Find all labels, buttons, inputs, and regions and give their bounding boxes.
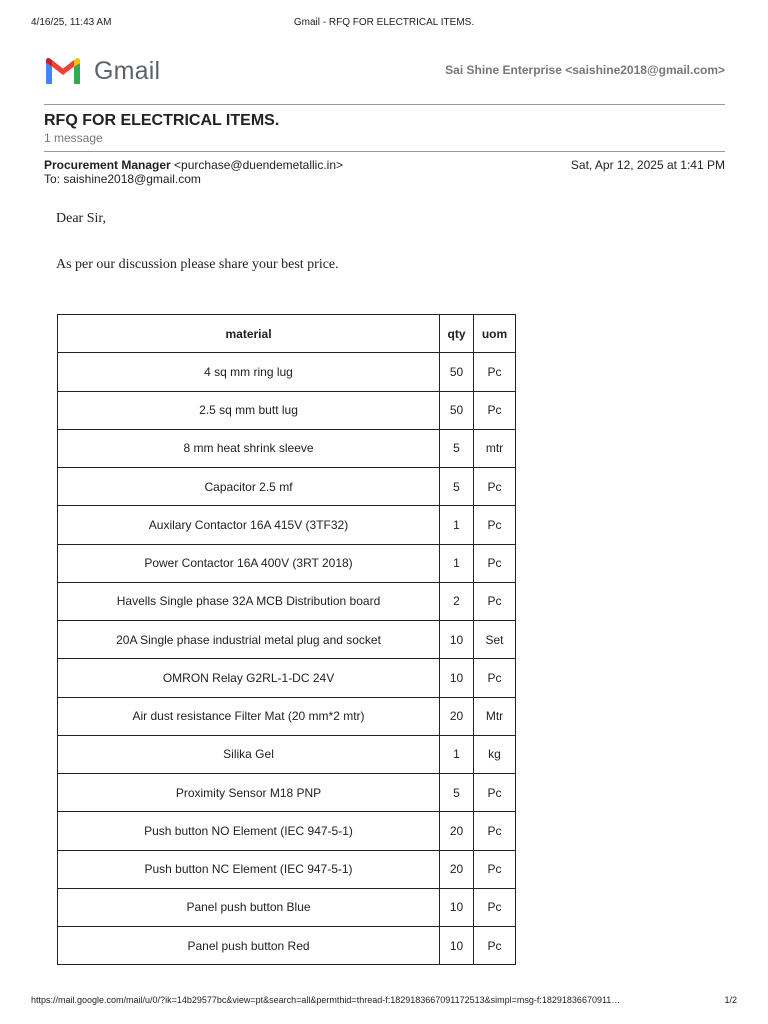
cell-material: Push button NO Element (IEC 947-5-1): [58, 812, 440, 850]
gmail-wordmark: Gmail: [94, 56, 161, 85]
table-row: [58, 774, 516, 812]
table-row: [58, 582, 516, 620]
cell-uom: Pc: [474, 582, 516, 620]
print-footer: [0, 995, 768, 1009]
print-title: Gmail - RFQ FOR ELECTRICAL ITEMS.: [293, 17, 475, 28]
cell-material: Panel push button Red: [58, 927, 440, 965]
message-date: Sat, Apr 12, 2025 at 1:41 PM: [570, 158, 725, 172]
table-header-row: [58, 315, 516, 353]
cell-material: Push button NC Element (IEC 947-5-1): [58, 850, 440, 888]
table-row: [58, 544, 516, 582]
cell-uom: Pc: [474, 468, 516, 506]
cell-uom: Pc: [474, 391, 516, 429]
cell-qty: 10: [440, 621, 474, 659]
gmail-m-icon: [44, 57, 82, 85]
table-row: [58, 621, 516, 659]
cell-material: Panel push button Blue: [58, 888, 440, 926]
cell-material: 8 mm heat shrink sleeve: [58, 429, 440, 467]
cell-qty: 5: [440, 468, 474, 506]
cell-uom: Pc: [474, 774, 516, 812]
print-header: [0, 17, 768, 31]
table-row: [58, 468, 516, 506]
cell-uom: Mtr: [474, 697, 516, 735]
header-uom: uom: [474, 315, 516, 353]
table-row: [58, 506, 516, 544]
cell-qty: 2: [440, 582, 474, 620]
table-row: [58, 659, 516, 697]
cell-material: Auxilary Contactor 16A 415V (3TF32): [58, 506, 440, 544]
cell-qty: 50: [440, 353, 474, 391]
cell-qty: 1: [440, 506, 474, 544]
table-row: [58, 429, 516, 467]
cell-uom: Pc: [474, 353, 516, 391]
table-row: [58, 391, 516, 429]
table-row: [58, 735, 516, 773]
cell-qty: 10: [440, 888, 474, 926]
sender-email: <purchase@duendemetallic.in>: [174, 158, 344, 172]
cell-qty: 20: [440, 850, 474, 888]
table-row: [58, 697, 516, 735]
sender-name: Procurement Manager: [44, 158, 171, 172]
rfq-table: [57, 314, 516, 965]
message-count: 1 message: [44, 131, 103, 145]
table-row: [58, 812, 516, 850]
cell-material: OMRON Relay G2RL-1-DC 24V: [58, 659, 440, 697]
cell-uom: Set: [474, 621, 516, 659]
print-url: https://mail.google.com/mail/u/0/?ik=14b29577bc&view=pt&search=all&permthid=thread-f:1829183667091172513&simpl=msg-f:18291836670911…: [31, 995, 621, 1005]
cell-material: Capacitor 2.5 mf: [58, 468, 440, 506]
page-number: 1/2: [724, 995, 737, 1005]
cell-uom: Pc: [474, 850, 516, 888]
sender: [44, 158, 343, 172]
cell-qty: 10: [440, 659, 474, 697]
recipient: To: saishine2018@gmail.com: [44, 172, 201, 186]
cell-uom: Pc: [474, 506, 516, 544]
cell-uom: Pc: [474, 888, 516, 926]
cell-uom: Pc: [474, 812, 516, 850]
cell-qty: 5: [440, 429, 474, 467]
cell-material: Air dust resistance Filter Mat (20 mm*2 mtr): [58, 697, 440, 735]
cell-uom: Pc: [474, 659, 516, 697]
table-row: [58, 888, 516, 926]
cell-qty: 1: [440, 735, 474, 773]
header-qty: qty: [440, 315, 474, 353]
gmail-logo: [44, 56, 160, 86]
cell-qty: 50: [440, 391, 474, 429]
cell-material: Havells Single phase 32A MCB Distribution board: [58, 582, 440, 620]
message-body: As per our discussion please share your best price.: [56, 257, 339, 272]
cell-material: Power Contactor 16A 400V (3RT 2018): [58, 544, 440, 582]
cell-qty: 20: [440, 697, 474, 735]
cell-material: Silika Gel: [58, 735, 440, 773]
cell-uom: Pc: [474, 927, 516, 965]
account-label: Sai Shine Enterprise <saishine2018@gmail.com>: [445, 63, 725, 77]
cell-uom: kg: [474, 735, 516, 773]
cell-uom: Pc: [474, 544, 516, 582]
thread-subject: RFQ FOR ELECTRICAL ITEMS.: [44, 112, 280, 129]
cell-material: 20A Single phase industrial metal plug and socket: [58, 621, 440, 659]
header-material: material: [58, 315, 440, 353]
cell-qty: 10: [440, 927, 474, 965]
print-datetime: 4/16/25, 11:43 AM: [31, 17, 112, 28]
cell-material: 4 sq mm ring lug: [58, 353, 440, 391]
cell-material: Proximity Sensor M18 PNP: [58, 774, 440, 812]
table-row: [58, 850, 516, 888]
thread-divider: [44, 151, 725, 152]
cell-material: 2.5 sq mm butt lug: [58, 391, 440, 429]
table-row: [58, 927, 516, 965]
header-divider: [44, 104, 725, 105]
cell-qty: 5: [440, 774, 474, 812]
greeting: Dear Sir,: [56, 211, 106, 226]
cell-qty: 20: [440, 812, 474, 850]
cell-uom: mtr: [474, 429, 516, 467]
cell-qty: 1: [440, 544, 474, 582]
table-row: [58, 353, 516, 391]
